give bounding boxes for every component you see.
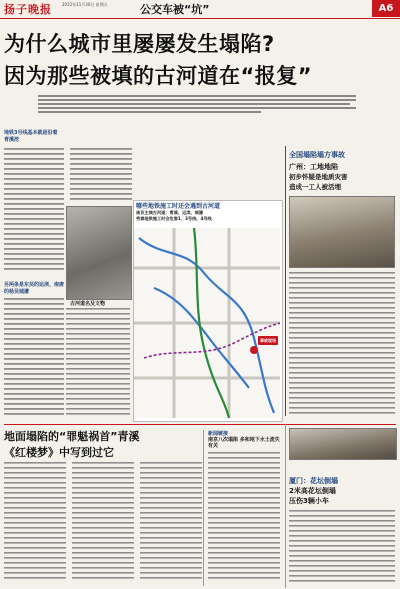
right-column-text xyxy=(289,272,395,418)
accident-site-label: 事故现场 xyxy=(260,338,276,343)
lead-paragraph xyxy=(38,93,356,125)
right-column-title-2: 初步怀疑是地质灾害 xyxy=(289,173,348,181)
right-column-title-3: 造成一工人被活埋 xyxy=(289,183,341,191)
xiamen-box xyxy=(285,424,286,588)
issue-date: 2012年11月30日 星期五 xyxy=(62,2,108,7)
news-link-head: 南京八次塌陷 多和地下水土流失有关 xyxy=(208,437,280,449)
caption-text xyxy=(66,308,130,420)
right-column-kicker: 全国塌陷塌方事故 xyxy=(289,151,345,159)
news-link-kicker: 新闻链接 xyxy=(208,431,229,437)
lower-headline-1: 地面塌陷的“罪魁祸首”青溪 xyxy=(4,430,140,443)
map-title-line-1: 哪些地铁施工时还会遇到古河道 xyxy=(136,203,221,210)
right-column-title-1: 广州：工地地陷 xyxy=(289,163,338,171)
guangzhou-photo xyxy=(289,196,395,268)
box-heading-1: 地铁3号线基本就是沿着青溪挖 xyxy=(4,130,58,143)
section-title: 公交车被“坑” xyxy=(140,3,210,16)
news-link-text xyxy=(208,452,280,584)
map-title-line-3: 秀春地铁施工时会危害1、3号线、4号线 xyxy=(136,216,212,221)
xiamen-title-1: 2米高花坛倒塌 xyxy=(289,487,336,495)
xiamen-photo xyxy=(289,428,397,460)
lower-section-rule xyxy=(4,424,396,425)
xiamen-text xyxy=(289,510,395,586)
map-title-line-2: 南京主城古河道：青溪、运渎、城濠 xyxy=(136,210,204,215)
box-heading-2: 另两条是东吴的运渎、南唐的杨吴城濠 xyxy=(4,282,65,295)
newspaper-logo: 扬子晚报 xyxy=(4,3,52,16)
map-title xyxy=(136,204,282,222)
relic-photo xyxy=(66,206,132,300)
xiamen-title-2: 压伤3辆小车 xyxy=(289,497,329,505)
lower-headline-2: 《红楼梦》中写到过它 xyxy=(4,446,114,459)
right-column-rule xyxy=(285,146,286,416)
map-drawing xyxy=(134,228,280,418)
headline-line-2: 因为那些被填的古河道在“报复” xyxy=(4,64,313,88)
page-number: A6 xyxy=(372,0,400,17)
headline-line-1: 为什么城市里屡屡发生塌陷? xyxy=(4,32,275,56)
figure-caption: 古河道名及文物 xyxy=(70,301,106,307)
xiamen-kicker: 厦门：花坛倒塌 xyxy=(289,477,338,485)
